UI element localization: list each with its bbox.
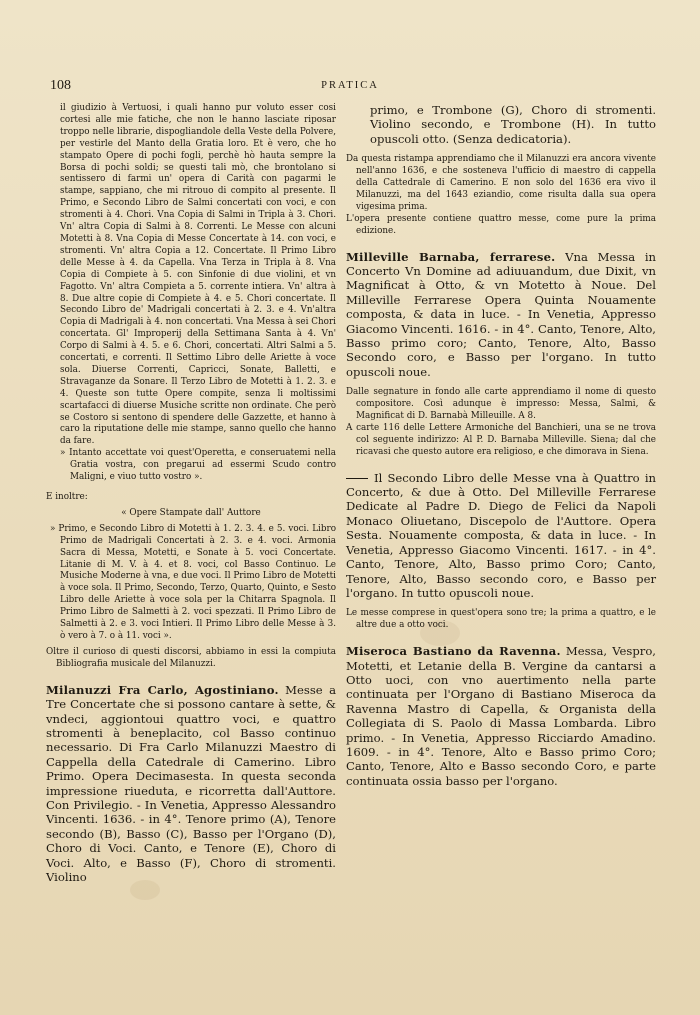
note-ristampa: Da questa ristampa apprendiamo che il Milanuzzi era ancora vivente nell'anno 1636, e che sosteneva l'ufficio di maestro di cappella della Cattedrale di Camerino. E non solo del 1636 era vivo il Milanuzzi, ma del 1643 eziandio, come risulta dalla sua opera vigesima prima. <box>346 154 656 212</box>
right-column <box>346 103 656 788</box>
quote-close: » Intanto accettate voi quest'Operetta, e conseruatemi nella Gratia vostra, con pregarui ad essermi Scudo contro Maligni, e viuo tutto vostro ». <box>60 448 336 483</box>
ditto-dash <box>346 478 368 479</box>
entry-name: Milanuzzi Fra Carlo, Agostiniano. <box>46 682 279 697</box>
entry-continuation: primo, e Trombone (G), Choro di stromenti. Violino secondo, e Trombone (H). In tutto opuscoli otto. (Senza dedicatoria). <box>370 103 656 146</box>
entry-name: Milleville Barnaba, ferrarese. <box>346 249 556 264</box>
entry-body: Vna Messa in Concerto Vn Domine ad adiuuandum, due Dixit, vn Magnificat à Otto, & vn Motetto à Noue. Del Milleville Ferrarese Opera Quinta Nouamente composta, & data in luce. - In Venetia, Appresso Giacomo Vincenti. 1616. - in 4°. Canto, Tenore, Alto, Basso primo coro; Canto, Tenore, Alto, Basso Secondo coro, e Basso per l'organo. In tutto opuscoli noue. <box>346 249 657 379</box>
running-title: PRATICA <box>321 80 379 91</box>
note-banchieri: A carte 116 delle Lettere Armoniche del Banchieri, una se ne trova col seguente indirizzo: Al P. D. Barnaba Milleville. Siena; dal che ricavasi che questo autore era religioso, e che dimorava in Siena. <box>346 422 656 457</box>
bibliography-note: Oltre il curioso di questi discorsi, abbiamo in essi la compiuta Bibliografia musicale del Milanuzzi. <box>46 646 336 669</box>
note-opera: L'opera presente contiene quattro messe, come pure la prima edizione. <box>346 213 656 236</box>
entry-milanuzzi <box>46 683 336 885</box>
entry-body: Messa, Vespro, Motetti, et Letanie della B. Vergine da cantarsi a Otto uoci, con vno auertimento nella parte continuata per l'Organo di Bastiano Miseroca da Ravenna Mastro di Capella, & Organista della Collegiata di S. Paolo di Massa Lombarda. Libro primo. - In Venetia, Appresso Ricciardo Amadino. 1609. - in 4°. Tenore, Alto e Basso primo Coro; Canto, Tenore, Alto e Basso secondo Coro, e parte continuata ossia basso per l'organo. <box>346 644 656 788</box>
quote-body: il giudizio à Vertuosi, i quali hanno pur voluto esser cosi cortesi alle mie fatiche, che non le hanno lasciate riposar troppo nelle librarie, dispogliandole della Veste della Polvere, per vestirle del Manto della Gratia loro. Et è vero, che ho stampato Opere di pochi fogli, perchè hò hauta sempre la Borsa di pochi soldi; se questi tali mò, che brontolano si sentissero di farmi un' opera di Carità con pagarmi le stampe, sappiano, che mi ritrouo di compito al presente. Il Primo, e Secondo Libro de Salmi concertati con voci, e con stromenti à 4. Chori. Vna Copia di Salmi in Tripla à 3. Chori. Vn' altra Copia di Salmi à 8. Correnti. Le Messe con alcuni Motetti à 8. Vna Copia di Messe Concertate à 14. con voci, e stromenti. Vn' altra Copia a 12. Concertate. Il Primo Libro delle Messe à 4. da Capella. Vna Terza in Tripla à 8. Vna Copia di Compiete à 5. con Sinfonie di due violini, et vn Fagotto. Vn' altra Compieta a 5. corrente intiera. Vn' altra à 8. Due altre copie di Compiete à 4. e 5. Chori concertate. Il Secondo Libro de' Madrigali concertati à 2. 3. e 4. Vn'altra Copia di Madrigali à 4. non concertati. Vna Messa à sei Chori concertata. Gl' Improperij della Settimana Santa à 4. Vn' Corpo di Salmi à 4. 5. e 6. Chori, concertati. Altri Salmi a 5. concertati, e correnti. Il Settimo Libro delle Ariette à voce sola. Diuerse Correnti, Capricci, Sonate, Balletti, e Stravaganze da Sonare. Il Terzo Libro de Motetti à 1. 2. 3. e 4. Queste son tutte Opere compite, senza li moltissimi scartafacci di diuerse Musiche scritte non ordinate. Che però se Costoro si sentono di spendere delle Gazzette, et hanno à caro la riputatione delle mie stampe, sanno quello che hanno da fare. <box>60 103 336 447</box>
entry-milleville-1 <box>346 250 656 380</box>
entry-milleville-2 <box>346 471 656 601</box>
entry-name: Miseroca Bastiano da Ravenna. <box>346 644 561 659</box>
left-column <box>46 103 336 884</box>
page-number: 108 <box>50 78 71 93</box>
works-heading: « Opere Stampate dall' Auttore <box>121 507 261 518</box>
inoltre-label: E inoltre: <box>46 492 88 502</box>
works-list: » Primo, e Secondo Libro di Motetti à 1. 2. 3. 4. e 5. voci. Libro Primo de Madrigali Concertati à 2. 3. e 4. voci. Armonia Sacra di Messa, Motetti, e Sonate à 5. voci Concertate. Litanie di M. V. à 4. et 8. voci, col Basso Continuo. Le Musiche Moderne à vna, e due voci. Il Primo Libro de Motetti à voce sola. Il Primo, Secondo, Terzo, Quarto, Quinto, e Sesto Libro delle Ariette à voce sola per la Chitarra Spagnola. Il Primo Libro de Salmetti à 2. voci spezzati. Il Primo Libro de Salmetti à 2. e 3. voci Intieri. Il Primo Libro delle Messe à 3. ò vero à 7. o à 11. voci ». <box>50 523 336 641</box>
note-segnature: Dalle segnature in fondo alle carte apprendiamo il nome di questo compositore. Così adunque è impresso: Messa, Salmi, & Magnificat di D. Barnabà Milleuille. A 8. <box>346 387 656 422</box>
entry-body: Il Secondo Libro delle Messe vna à Quattro in Concerto, & due à Otto. Del Milleville Ferrarese Dedicate al Padre D. Diego de Felici da Napoli Monaco Oliuetano, Discepolo de l'Auttore. Opera Sesta. Nouamente composta, & data in luce. - In Venetia, Appresso Giacomo Vincenti. 1617. - in 4°. Canto, Tenore, Alto, Basso primo Coro; Canto, Tenore, Alto, Basso secondo coro, e Basso per l'organo. In tutto opuscoli noue. <box>346 470 656 600</box>
note-messe: Le messe comprese in quest'opera sono tre; la prima a quattro, e le altre due a otto voci. <box>346 608 656 631</box>
entry-body: Messe a Tre Concertate che si possono cantare à sette, & vndeci, aggiontoui quattro voci, e quattro stromenti à beneplacito, col Basso continuo necessario. Di Fra Carlo Milanuzzi Maestro di Cappella della Catedrale di Camerino. Libro Primo. Opera Decimasesta. In questa seconda impressione riueduta, e ricorretta dall'Auttore. Con Privilegio. - In Venetia, Appresso Alessandro Vincenti. 1636. - in 4°. Tenore primo (A), Tenore secondo (B), Basso (C), Basso per l'Organo (D), Choro di Voci. Canto, e Tenore (E), Choro di Voci. Alto, e Basso (F), Choro di stromenti. Violino <box>46 682 337 884</box>
entry-miseroca <box>346 644 656 788</box>
